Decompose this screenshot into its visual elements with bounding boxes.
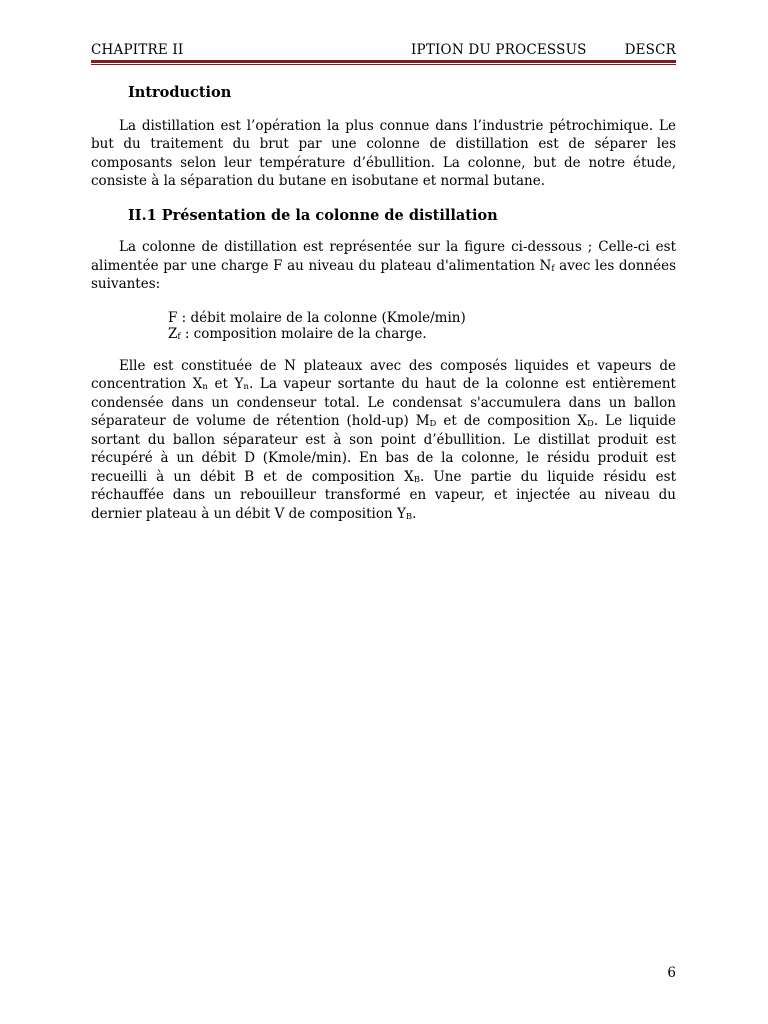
para2-text: . La vapeur sortante du haut de la colonne est entièrement condensée dans un condenseur total. Le condensat s'accumulera dans un ballon séparateur de volume de rétention (hold-up) M	[91, 376, 676, 429]
para2-subscript: D	[429, 419, 437, 429]
list-item2-text-a: Z	[168, 326, 178, 342]
chapter-label: CHAPITRE II	[91, 42, 184, 58]
para2-subscript: n	[243, 382, 249, 392]
para2-subscript: B	[413, 474, 420, 485]
introduction-heading: Introduction	[128, 84, 232, 101]
header-rule-thin	[91, 64, 676, 65]
para2-text: . Le liquide sortant du ballon séparateur est à son point d’ébullition. Le distillat produit est récupéré à un débit D (Kmole/min). En bas de la colonne, le résidu produit est recueilli à un débit B et de composition X	[91, 413, 676, 485]
para2-subscript: D	[587, 419, 594, 429]
para2-subscript: B	[405, 511, 413, 522]
section-paragraph-1	[91, 238, 676, 294]
list-item: F : débit molaire de la colonne (Kmole/min)	[168, 309, 466, 326]
page-number: 6	[667, 965, 676, 981]
page-content	[91, 84, 676, 523]
para2-text: et Y	[207, 376, 244, 392]
para2-text: et de composition X	[436, 413, 588, 429]
para2-text: Elle est constituée de N plateaux avec des composés liquides et vapeurs de concentration X	[91, 357, 676, 392]
section-heading: II.1 Présentation de la colonne de distillation	[128, 206, 498, 224]
page-header	[91, 42, 676, 60]
list-item2-text-b: : composition molaire de la charge.	[180, 326, 427, 342]
para2-text: .	[412, 505, 417, 522]
variable-list	[168, 310, 676, 343]
introduction-paragraph: La distillation est l’opération la plus connue dans l’industrie pétrochimique. Le but du traitement du brut par une colonne de distillation est de séparer les composants selon leur température d’ébullition. La colonne, but de notre étude, consiste à la séparation du butane en isobutane et normal butane.	[91, 117, 676, 189]
header-title-part1: IPTION DU PROCESSUS	[411, 42, 587, 58]
list-item2-subscript: f	[177, 332, 181, 342]
section-paragraph-2	[91, 357, 676, 524]
para1-text-b: avec les données suivantes:	[91, 257, 676, 292]
para1-subscript: f	[551, 263, 555, 274]
list-item	[168, 326, 676, 343]
para1-text-a: La colonne de distillation est représentée sur la figure ci-dessous ; Celle-ci est alimentée par une charge F au niveau du plateau d'alimentation N	[91, 239, 676, 274]
header-title-part2: DESCR	[624, 42, 676, 58]
header-rule-thick	[91, 60, 676, 63]
para2-text: . Une partie du liquide résidu est réchauffée dans un rebouilleur transformé en vapeur, et injectée au niveau du dernier plateau à un débit V de composition Y	[91, 468, 677, 522]
para2-subscript: n	[202, 382, 208, 392]
